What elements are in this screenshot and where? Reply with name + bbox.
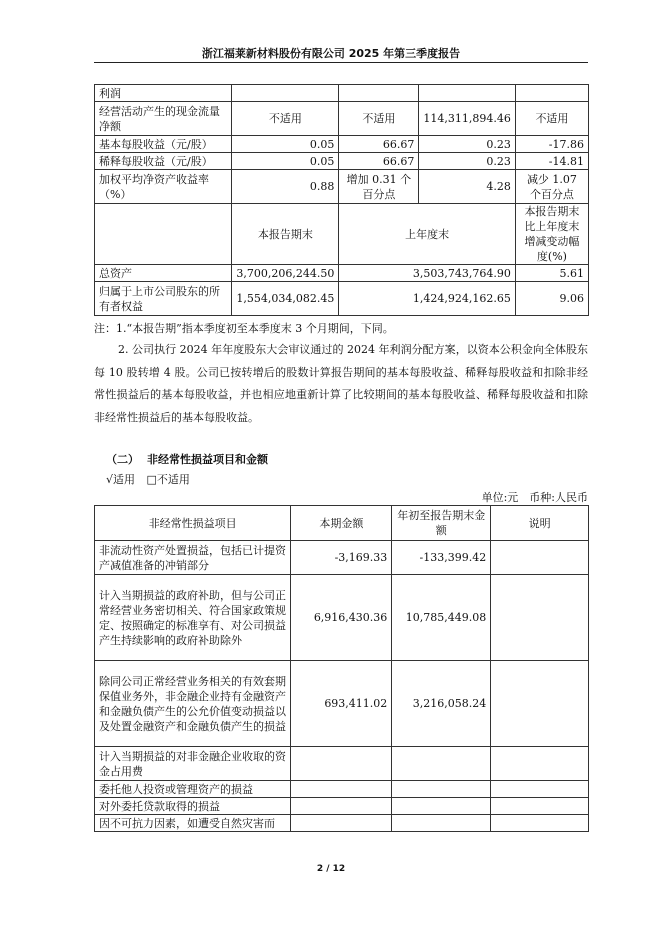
item-label: 委托他人投资或管理资产的损益 [95,781,291,798]
note-1: 注：1.“本报告期”指本季度初至本季度末 3 个月期间，下同。 [94,322,394,335]
header-divider [94,62,588,63]
table-row [95,747,589,781]
table-row [95,153,589,170]
cell: 增加 0.31 个百分点 [339,170,419,204]
item-label: 计入当期损益的对非金融企业收取的资金占用费 [95,747,291,781]
current-amount [291,815,392,832]
cell: 不适用 [232,102,339,136]
cell [232,85,339,102]
cell: 66.67 [339,136,419,153]
financial-indicators-table [94,84,589,316]
table-row [95,661,589,747]
item-label: 非流动性资产处置损益，包括已计提资产减值准备的冲销部分 [95,541,291,575]
cell: 不适用 [339,102,419,136]
note-cell [491,541,589,575]
table-row [95,575,589,661]
cell: 114,311,894.46 [419,102,515,136]
cell: 0.88 [232,170,339,204]
cell: 9.06 [515,282,588,316]
table-row [95,781,589,798]
unit-label: 单位:元 币种:人民币 [481,491,588,504]
cell: 0.05 [232,153,339,170]
cell: -14.81 [515,153,588,170]
table-row [95,265,589,282]
ytd-amount: -133,399.42 [392,541,491,575]
cell: 5.61 [515,265,588,282]
column-header: 本报告期末 [232,204,339,265]
section-title: 非经常性损益项目和金额 [147,453,268,466]
section-number: （二） [106,453,139,466]
cell: 66.67 [339,153,419,170]
ytd-amount [392,747,491,781]
note-cell [491,798,589,815]
note-cell [491,747,589,781]
ytd-amount [392,781,491,798]
applicability-checks [106,471,190,487]
table-row [95,541,589,575]
section-heading [106,451,276,467]
cell [515,85,588,102]
current-amount: 6,916,430.36 [291,575,392,661]
current-amount: 693,411.02 [291,661,392,747]
table-header-row [95,506,589,541]
non-recurring-items-table [94,505,589,832]
note-cell [491,575,589,661]
cell: 1,554,034,082.45 [232,282,339,316]
cell [339,85,419,102]
row-label: 加权平均净资产收益率（%） [95,170,232,204]
table-subheader-row [95,204,589,265]
row-label: 经营活动产生的现金流量净额 [95,102,232,136]
row-label: 稀释每股收益（元/股） [95,153,232,170]
column-header: 上年度末 [339,204,516,265]
item-label: 对外委托贷款取得的损益 [95,798,291,815]
table-row [95,170,589,204]
column-header: 年初至报告期末金额 [392,506,491,541]
table-row [95,815,589,832]
ytd-amount [392,798,491,815]
note-cell [491,661,589,747]
item-label: 因不可抗力因素，如遭受自然灾害而 [95,815,291,832]
page-header-title: 浙江福莱新材料股份有限公司 2025 年第三季度报告 [201,47,461,60]
note-cell [491,781,589,798]
cell: 3,503,743,764.90 [339,265,516,282]
column-header: 说明 [491,506,589,541]
cell: 4.28 [419,170,515,204]
cell: 3,700,206,244.50 [232,265,339,282]
applicable-checkbox: √适用 [106,473,136,486]
column-header: 本报告期末比上年度末增减变动幅度(%) [515,204,588,265]
cell: 减少 1.07 个百分点 [515,170,588,204]
cell [95,204,232,265]
row-label: 基本每股收益（元/股） [95,136,232,153]
cell: 0.05 [232,136,339,153]
table-row [95,102,589,136]
row-label: 归属于上市公司股东的所有者权益 [95,282,232,316]
cell [419,85,515,102]
item-label: 计入当期损益的政府补助，但与公司正常经营业务密切相关、符合国家政策规定、按照确定的标准享有、对公司损益产生持续影响的政府补助除外 [95,575,291,661]
table-row [95,798,589,815]
table-row [95,136,589,153]
cell: 1,424,924,162.65 [339,282,516,316]
cell: 0.23 [419,136,515,153]
column-header: 非经常性损益项目 [95,506,291,541]
current-amount [291,798,392,815]
current-amount: -3,169.33 [291,541,392,575]
ytd-amount: 10,785,449.08 [392,575,491,661]
cell: 0.23 [419,153,515,170]
note-2-paragraph: 2. 公司执行 2024 年年度股东大会审议通过的 2024 年利润分配方案，以资本公积金向全体股东每 10 股转增 4 股。公司已按转增后的股数计算报告期间的基本每股收益、稀释每股收益和扣除非经常性损益后的基本每股收益，并也相应地重新计算了比较期间的基本每股收益、稀释每股收益和扣除非经常性损益后的基本每股收益。 [94,343,588,424]
note-cell [491,815,589,832]
row-label: 总资产 [95,265,232,282]
ytd-amount [392,815,491,832]
item-label: 除同公司正常经营业务相关的有效套期保值业务外，非金融企业持有金融资产和金融负债产生的公允价值变动损益以及处置金融资产和金融负债产生的损益 [95,661,291,747]
table-row [95,85,589,102]
table-row [95,282,589,316]
row-label: 利润 [95,85,232,102]
cell: -17.86 [515,136,588,153]
column-header: 本期金额 [291,506,392,541]
not-applicable-checkbox: □不适用 [146,473,190,486]
page-number: 2 / 12 [316,864,346,874]
current-amount [291,747,392,781]
cell: 不适用 [515,102,588,136]
current-amount [291,781,392,798]
ytd-amount: 3,216,058.24 [392,661,491,747]
